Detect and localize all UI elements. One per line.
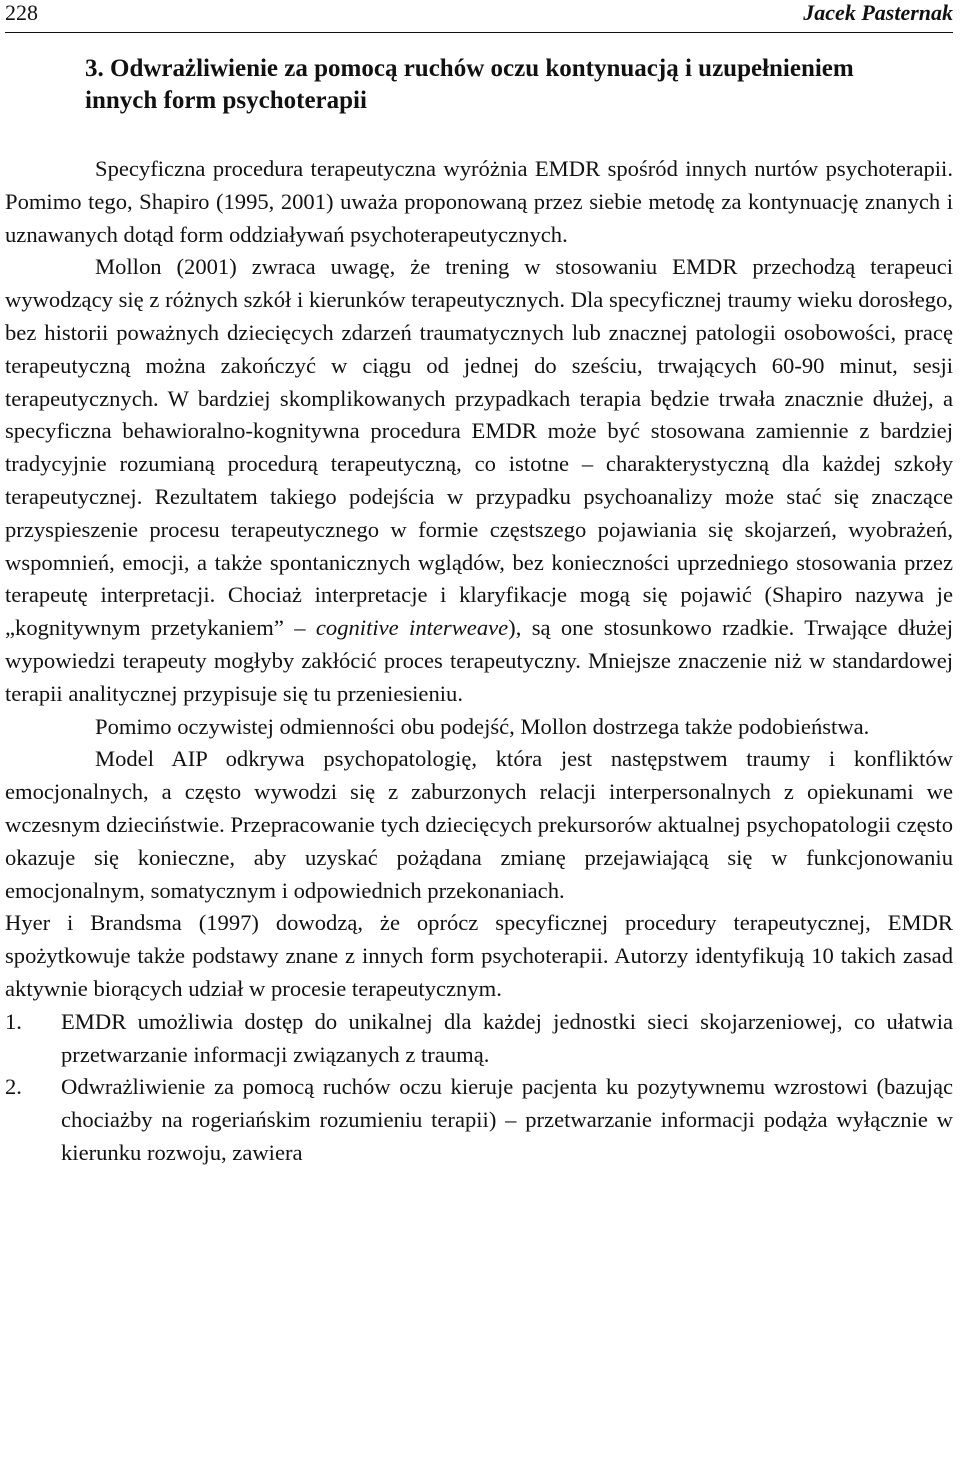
paragraph: Pomimo oczywistej odmienności obu podejść, Mollon dostrzega także podobieństwa. [95,713,870,739]
paragraph-text: Mollon (2001) zwraca uwagę, że trening w stosowaniu EMDR przechodzą terapeuci wywodzący się z różnych szkół i kierunków terapeutycznych. Dla specyficznej traumy wieku dorosłego, bez historii poważnych dziecięcych zdarzeń traumatycznych lub znacznej patologii osobowości, pracę terapeutyczną można zakończyć w ciągu od jednej do sześciu, trwających 60-90 minut, sesji terapeutycznych. W bardziej skomplikowanych przypadkach terapia będzie trwała znacznie dłużej, a specyficzna behawioralno-kognitywna procedura EMDR może być stosowana zamiennie z bardziej tradycyjnie rozumianą procedurą terapeutyczną, co istotne – charakterystyczną dla każdej szkoły terapeutycznej. Rezultatem takiego podejścia w przypadku psychoanalizy może stać się znaczące przyspieszenie procesu terapeutycznego w formie częstszego pojawiania się skojarzeń, wyobrażeń, wspomnień, emocji, a także spontanicznych wglądów, bez konieczności uprzedniego stosowania przez terapeutę interpretacji. Chociaż interpretacje i klaryfikacje mogą się pojawić (Shapiro nazywa je „kognitywnym przetykaniem” [5,254,953,641]
section-heading: 3. Odwrażliwienie za pomocą ruchów oczu kontynuacją i uzupełnieniem innych form psychoterapii [85,55,854,114]
paragraph: Model AIP odkrywa psychopatologię, która jest następstwem traumy i konfliktów emocjonalnych, a często wywodzi się z zaburzonych relacji interpersonalnych z opiekunami we wczesnym dzieciństwie. Przepracowanie tych dziecięcych prekursorów aktualnej psychopatologii często okazuje się konieczne, aby uzyskać pożądana zmianę przejawiającą się w funkcjonowaniu emocjonalnym, somatycznym i odpowiednich przekonaniach. [5,746,953,903]
list-item-text: Odwrażliwienie za pomocą ruchów oczu kieruje pacjenta ku pozytywnemu wzrostowi (bazując chociażby na rogeriańskim rozumieniu terapii) – przetwarzanie informacji podąża wyłącznie w kierunku rozwoju, zawiera [61,1074,953,1165]
page-number: 228 [5,0,38,25]
list-marker: 1. [5,1008,22,1034]
paragraph [5,251,953,710]
paragraph-text: ), są one stosunkowo rzadkie. Trwające dłużej wypowiedzi terapeuty mogłyby zakłócić proces terapeutyczny. Mniejsze znaczenie niż w standardowej terapii analitycznej przypisuje się tu przeniesieniu. [5,615,953,706]
running-head-author: Jacek Pasternak [803,0,953,25]
italic-term: cognitive interweave [315,615,509,641]
paragraph: Hyer i Brandsma (1997) dowodzą, że oprócz specyficznej procedury terapeutycznej, EMDR spożytkowuje także podstawy znane z innych form psychoterapii. Autorzy identyfikują 10 takich zasad aktywnie biorących udział w procesie terapeutycznym. [5,910,953,1001]
running-header [5,0,953,33]
paragraph: Specyficzna procedura terapeutyczna wyróżnia EMDR spośród innych nurtów psychoterapii. Pomimo tego, Shapiro (1995, 2001) uważa proponowaną przez siebie metodę za kontynuację znanych i uznawanych dotąd form oddziaływań psychoterapeutycznych. [5,156,953,247]
dash: – [283,615,316,641]
numbered-list [5,1006,953,1170]
body-text [5,153,953,1170]
list-item-text: EMDR umożliwia dostęp do unikalnej dla każdej jednostki sieci skojarzeniowej, co ułatwia przetwarzanie informacji związanych z traumą. [61,1008,953,1067]
document-page [5,0,953,1170]
list-marker: 2. [5,1074,22,1100]
list-item [5,1071,953,1169]
list-item [5,1006,953,1072]
